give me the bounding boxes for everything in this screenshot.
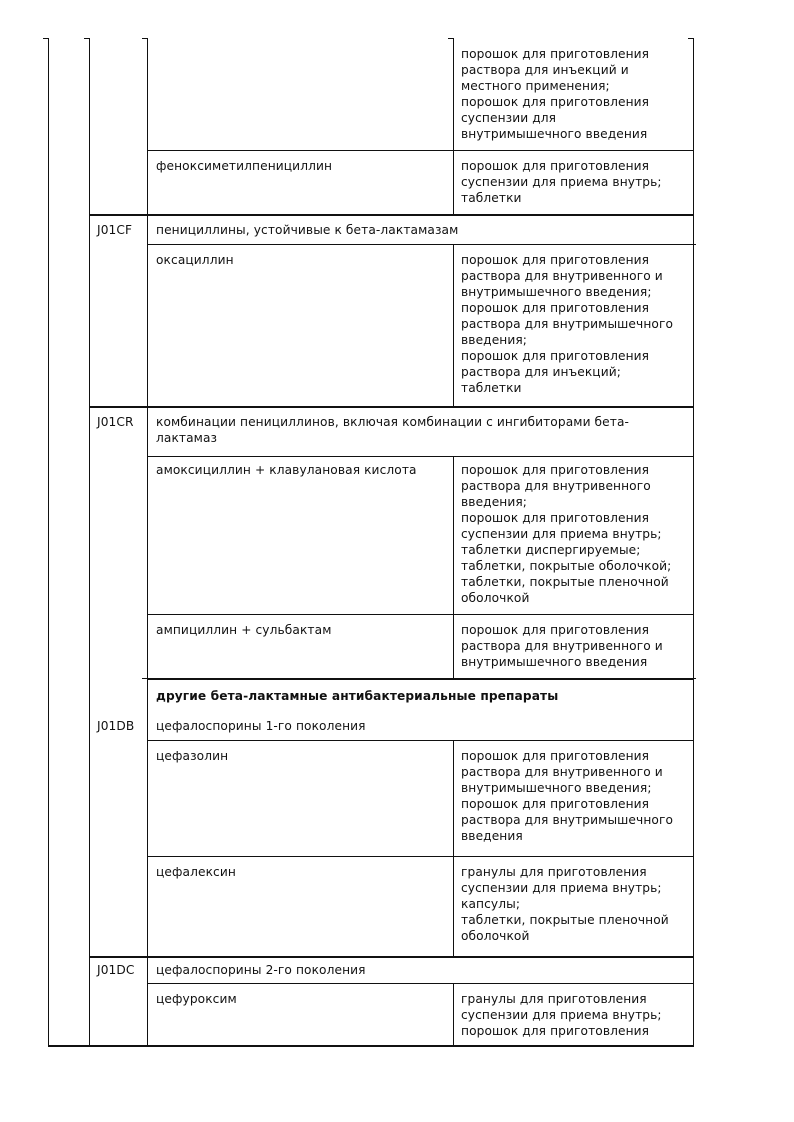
drug-name: ампициллин + сульбактам <box>156 623 332 637</box>
row-divider <box>147 150 693 151</box>
divider-tick <box>142 678 150 679</box>
table-right-border <box>693 38 694 1045</box>
dosage-form: гранулы для приготовления суспензии для приема внутрь; капсулы; таблетки, покрытые пленочной оболочкой <box>461 865 669 943</box>
code-column-left-border <box>89 38 90 1045</box>
divider-tick <box>450 678 458 679</box>
dosage-form: порошок для приготовления раствора для внутривенного и внутримышечного введения; порошок для приготовления раствора для внутримышечного введения <box>461 749 674 843</box>
row-divider <box>147 983 693 984</box>
divider-tick <box>688 244 696 245</box>
drug-group: комбинации пенициллинов, включая комбинации с ингибиторами бета- лактамаз <box>156 415 630 445</box>
drug-group: цефалоспорины 2-го поколения <box>156 963 366 977</box>
form-column-divider <box>453 38 454 214</box>
drug-group: пенициллины, устойчивые к бета-лактамазам <box>156 223 459 237</box>
dosage-form: порошок для приготовления раствора для внутривенного введения; порошок для приготовления суспензии для приема внутрь; таблетки диспергируемые; таблетки, покрытые оболочкой; таблетки, покрытые пленочной оболочкой <box>461 463 672 605</box>
row-divider <box>147 678 693 680</box>
divider-tick <box>688 678 696 679</box>
dosage-form: порошок для приготовления раствора для внутривенного и внутримышечного введения <box>461 623 663 669</box>
top-tick <box>448 38 454 39</box>
drug-group: цефалоспорины 1-го поколения <box>156 719 366 733</box>
drug-name: цефуроксим <box>156 992 237 1006</box>
row-divider <box>147 244 693 245</box>
table-left-border <box>48 38 49 1045</box>
row-divider <box>147 614 693 615</box>
atc-code: J01CF <box>97 223 133 237</box>
dosage-form: порошок для приготовления раствора для внутривенного и внутримышечного введения; порошок для приготовления раствора для внутримышечного введения; порошок для приготовления раствора для инъекций; таблетки <box>461 253 674 395</box>
row-divider <box>147 856 693 857</box>
row-divider <box>89 406 693 408</box>
row-divider <box>89 214 693 216</box>
form-column-divider <box>453 983 454 1045</box>
drug-name: цефазолин <box>156 749 229 763</box>
dosage-form: порошок для приготовления суспензии для приема внутрь; таблетки <box>461 159 662 205</box>
row-divider <box>147 456 693 457</box>
atc-code: J01DB <box>97 719 135 733</box>
drug-name: феноксиметилпенициллин <box>156 159 333 173</box>
form-column-divider <box>453 244 454 406</box>
top-tick <box>84 38 90 39</box>
drug-name: цефалексин <box>156 865 236 879</box>
dosage-form: гранулы для приготовления суспензии для приема внутрь; порошок для приготовления <box>461 992 662 1038</box>
dosage-form: порошок для приготовления раствора для инъекций и местного применения; порошок для приготовления суспензии для внутримышечного введения <box>461 47 650 141</box>
divider-tick <box>450 244 458 245</box>
table-bottom-border <box>48 1045 694 1047</box>
top-tick <box>142 38 148 39</box>
atc-code: J01DC <box>97 963 135 977</box>
section-heading: другие бета-лактамные антибактериальные препараты <box>156 689 559 703</box>
drug-column-left-border <box>147 38 148 1045</box>
atc-code: J01CR <box>97 415 134 429</box>
form-column-divider <box>453 456 454 678</box>
row-divider <box>89 956 693 958</box>
row-divider <box>147 740 693 741</box>
drug-name: амоксициллин + клавулановая кислота <box>156 463 417 477</box>
drug-name: оксациллин <box>156 253 234 267</box>
top-tick <box>43 38 49 39</box>
form-column-divider <box>453 740 454 956</box>
top-tick <box>688 38 694 39</box>
